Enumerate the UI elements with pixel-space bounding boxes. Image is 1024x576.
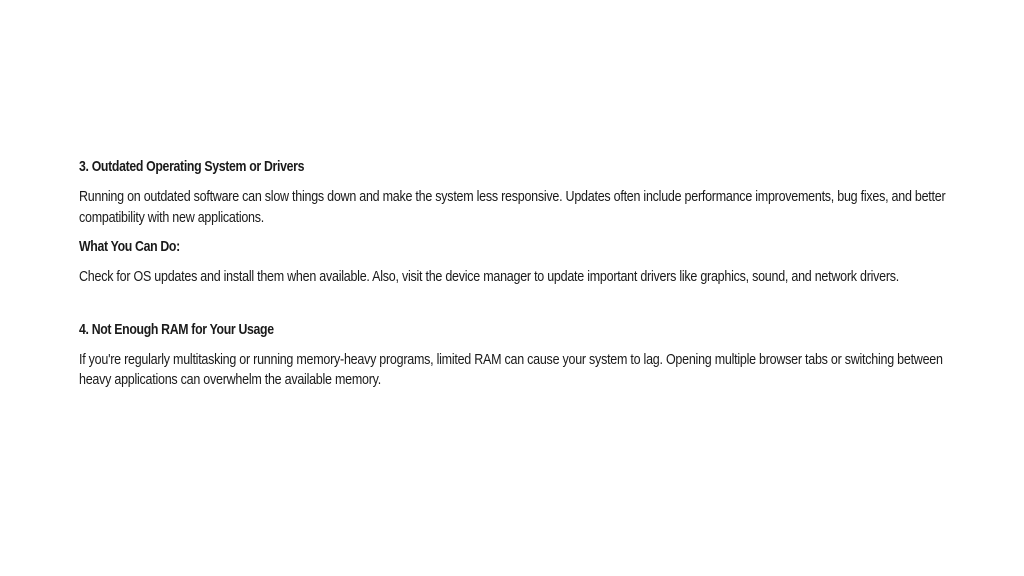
slide-content xyxy=(79,156,949,391)
section-3-subheading: What You Can Do: xyxy=(79,238,180,255)
section-4-title: 4. Not Enough RAM for Your Usage xyxy=(79,320,274,338)
section-4-body: If you're regularly multitasking or running memory-heavy programs, limited RAM can cause your system to lag. Opening multiple browser tabs or switching between heavy applications can overwhelm the available memory. xyxy=(79,350,943,388)
section-3-title: 3. Outdated Operating System or Drivers xyxy=(79,158,305,175)
section-3-body: Running on outdated software can slow things down and make the system less responsive. Updates often include performance improvements, bug fixes, and better compatibility with new applications. xyxy=(79,188,946,226)
section-3-action: Check for OS updates and install them when available. Also, visit the device manager to update important drivers like graphics, sound, and network drivers. xyxy=(79,268,900,285)
